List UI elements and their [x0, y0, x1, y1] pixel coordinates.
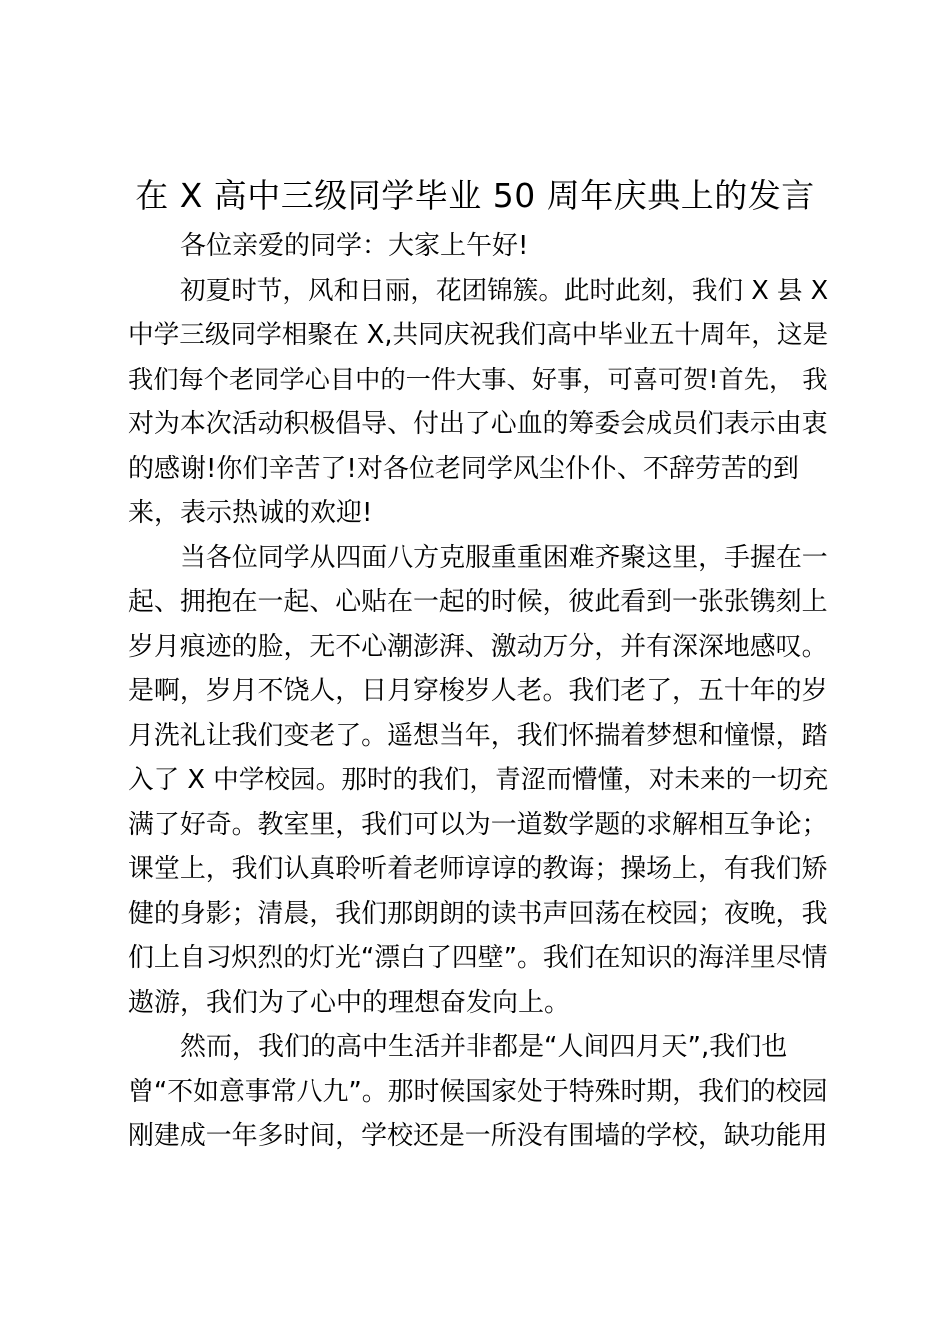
- text-line: 然而，我们的高中生活并非都是“人间四月天”,我们也: [180, 1032, 788, 1062]
- text-line: 初夏时节，风和日丽，花团锦簇。此时此刻，我们 X 县 X: [180, 275, 829, 306]
- text-line: 来，表示热诚的欢迎!: [128, 498, 373, 528]
- document-body: [128, 224, 828, 1159]
- text-line: 各位亲爱的同学：大家上午好!: [180, 231, 529, 261]
- text-line: 健的身影；清晨，我们那朗朗的读书声回荡在校园；夜晚，我: [128, 898, 828, 929]
- text-line: 曾“不如意事常八九”。那时候国家处于特殊时期，我们的校园: [128, 1076, 828, 1107]
- text-line: 刚建成一年多时间，学校还是一所没有围墙的学校，缺功能用: [128, 1121, 828, 1151]
- document-title: 在 X 高中三级同学毕业 50 周年庆典上的发言: [135, 176, 815, 215]
- text-line: 起、拥抱在一起、心贴在一起的时候，彼此看到一张张镌刻上: [128, 587, 828, 617]
- text-line: 们上自习炽烈的灯光“漂白了四壁”。我们在知识的海洋里尽情: [128, 943, 828, 973]
- text-line: 满了好奇。教室里，我们可以为一道数学题的求解相互争论；: [128, 809, 828, 840]
- text-line: 岁月痕迹的脸，无不心潮澎湃、激动万分，并有深深地感叹。: [128, 631, 828, 662]
- text-line: 课堂上，我们认真聆听着老师谆谆的教诲；操场上，有我们矫: [128, 854, 828, 884]
- text-line: 中学三级同学相聚在 X,共同庆祝我们高中毕业五十周年，这是: [128, 320, 829, 350]
- text-line: 入了 X 中学校园。那时的我们，青涩而懵懂，对未来的一切充: [128, 765, 829, 795]
- text-line: 遨游，我们为了心中的理想奋发向上。: [128, 987, 571, 1018]
- text-line: 我们每个老同学心目中的一件大事、好事，可喜可贺!首先， 我: [128, 364, 828, 394]
- text-line: 当各位同学从四面八方克服重重困难齐聚这里，手握在一: [180, 542, 828, 573]
- text-line: 是啊，岁月不饶人，日月穿梭岁人老。我们老了，五十年的岁: [128, 676, 828, 706]
- text-line: 月洗礼让我们变老了。遥想当年，我们怀揣着梦想和憧憬，踏: [128, 720, 828, 751]
- text-line: 对为本次活动积极倡导、付出了心血的筹委会成员们表示由衷: [128, 409, 828, 439]
- text-line: 的感谢!你们辛苦了!对各位老同学风尘仆仆、不辞劳苦的到: [128, 453, 799, 484]
